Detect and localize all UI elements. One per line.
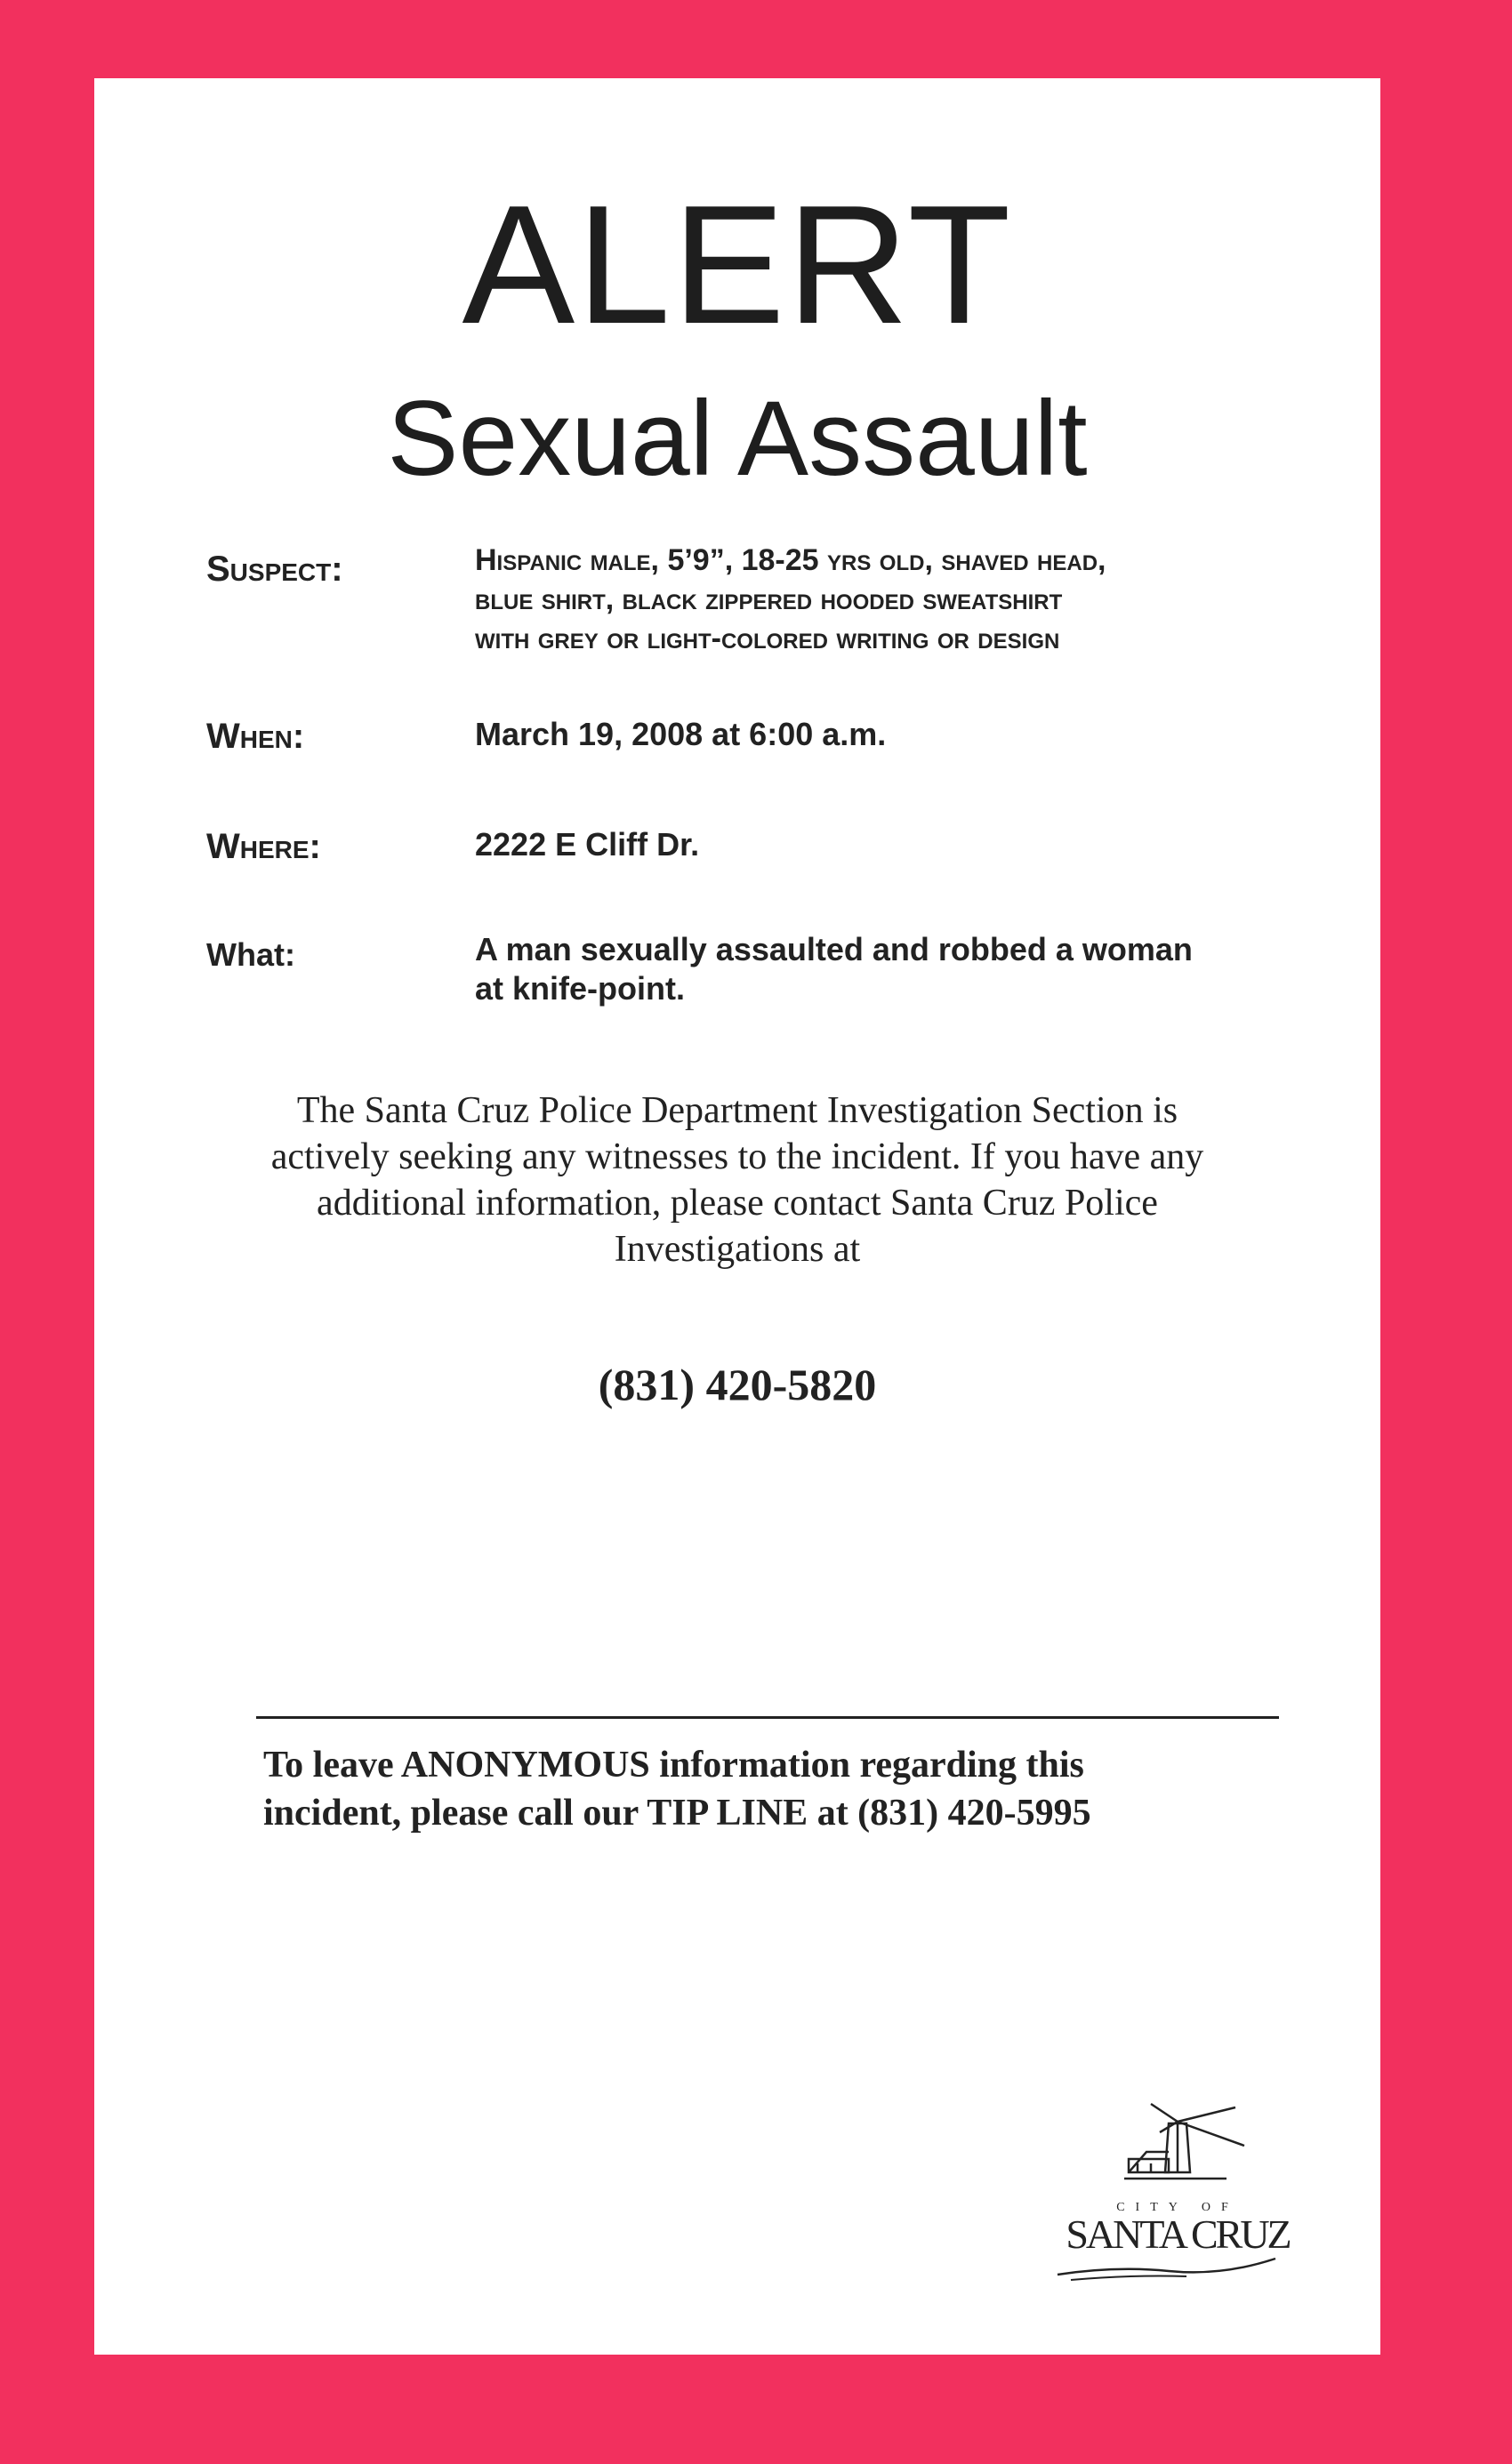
tipline-text bbox=[263, 1741, 1277, 1837]
suspect-line: Hispanic male, 5’9”, 18-25 yrs old, shaved head, bbox=[475, 543, 1106, 577]
alert-title: ALERT bbox=[462, 171, 1013, 359]
logo-name: SANTA CRUZ bbox=[1066, 2211, 1290, 2257]
tipline-line: To leave ANONYMOUS information regarding this bbox=[263, 1745, 1084, 1786]
when-label: When: bbox=[206, 717, 305, 756]
appeal-line: The Santa Cruz Police Department Investigation Section is bbox=[296, 1090, 1178, 1131]
what-description bbox=[475, 930, 1364, 1008]
city-logo bbox=[1044, 2097, 1311, 2301]
suspect-line: blue shirt, black zippered hooded sweatshirt bbox=[475, 582, 1063, 616]
suspect-line: with grey or light-colored writing or design bbox=[475, 622, 1060, 655]
what-line: A man sexually assaulted and robbed a woman bbox=[475, 931, 1193, 967]
witness-appeal bbox=[228, 1088, 1247, 1272]
appeal-line: actively seeking any witnesses to the incident. If you have any bbox=[270, 1136, 1204, 1177]
alert-poster bbox=[94, 78, 1380, 2355]
what-line: at knife-point. bbox=[475, 970, 685, 1007]
appeal-line: Investigations at bbox=[614, 1229, 861, 1270]
where-value: 2222 E Cliff Dr. bbox=[475, 826, 700, 863]
tipline-line: incident, please call our TIP LINE at (831) 420-5995 bbox=[263, 1793, 1091, 1834]
where-label: Where: bbox=[206, 827, 321, 866]
logo-top-text: CITY OF bbox=[1116, 2201, 1239, 2214]
investigations-phone: (831) 420-5820 bbox=[598, 1360, 877, 1409]
suspect-label: Suspect: bbox=[206, 550, 343, 589]
alert-subtitle: Sexual Assault bbox=[387, 379, 1088, 498]
suspect-description bbox=[475, 541, 1364, 658]
appeal-line: additional information, please contact Santa Cruz Police bbox=[317, 1183, 1158, 1224]
what-label: What: bbox=[206, 936, 295, 973]
lighthouse-icon bbox=[1044, 2097, 1311, 2301]
divider bbox=[256, 1716, 1279, 1719]
when-value: March 19, 2008 at 6:00 a.m. bbox=[475, 716, 887, 752]
